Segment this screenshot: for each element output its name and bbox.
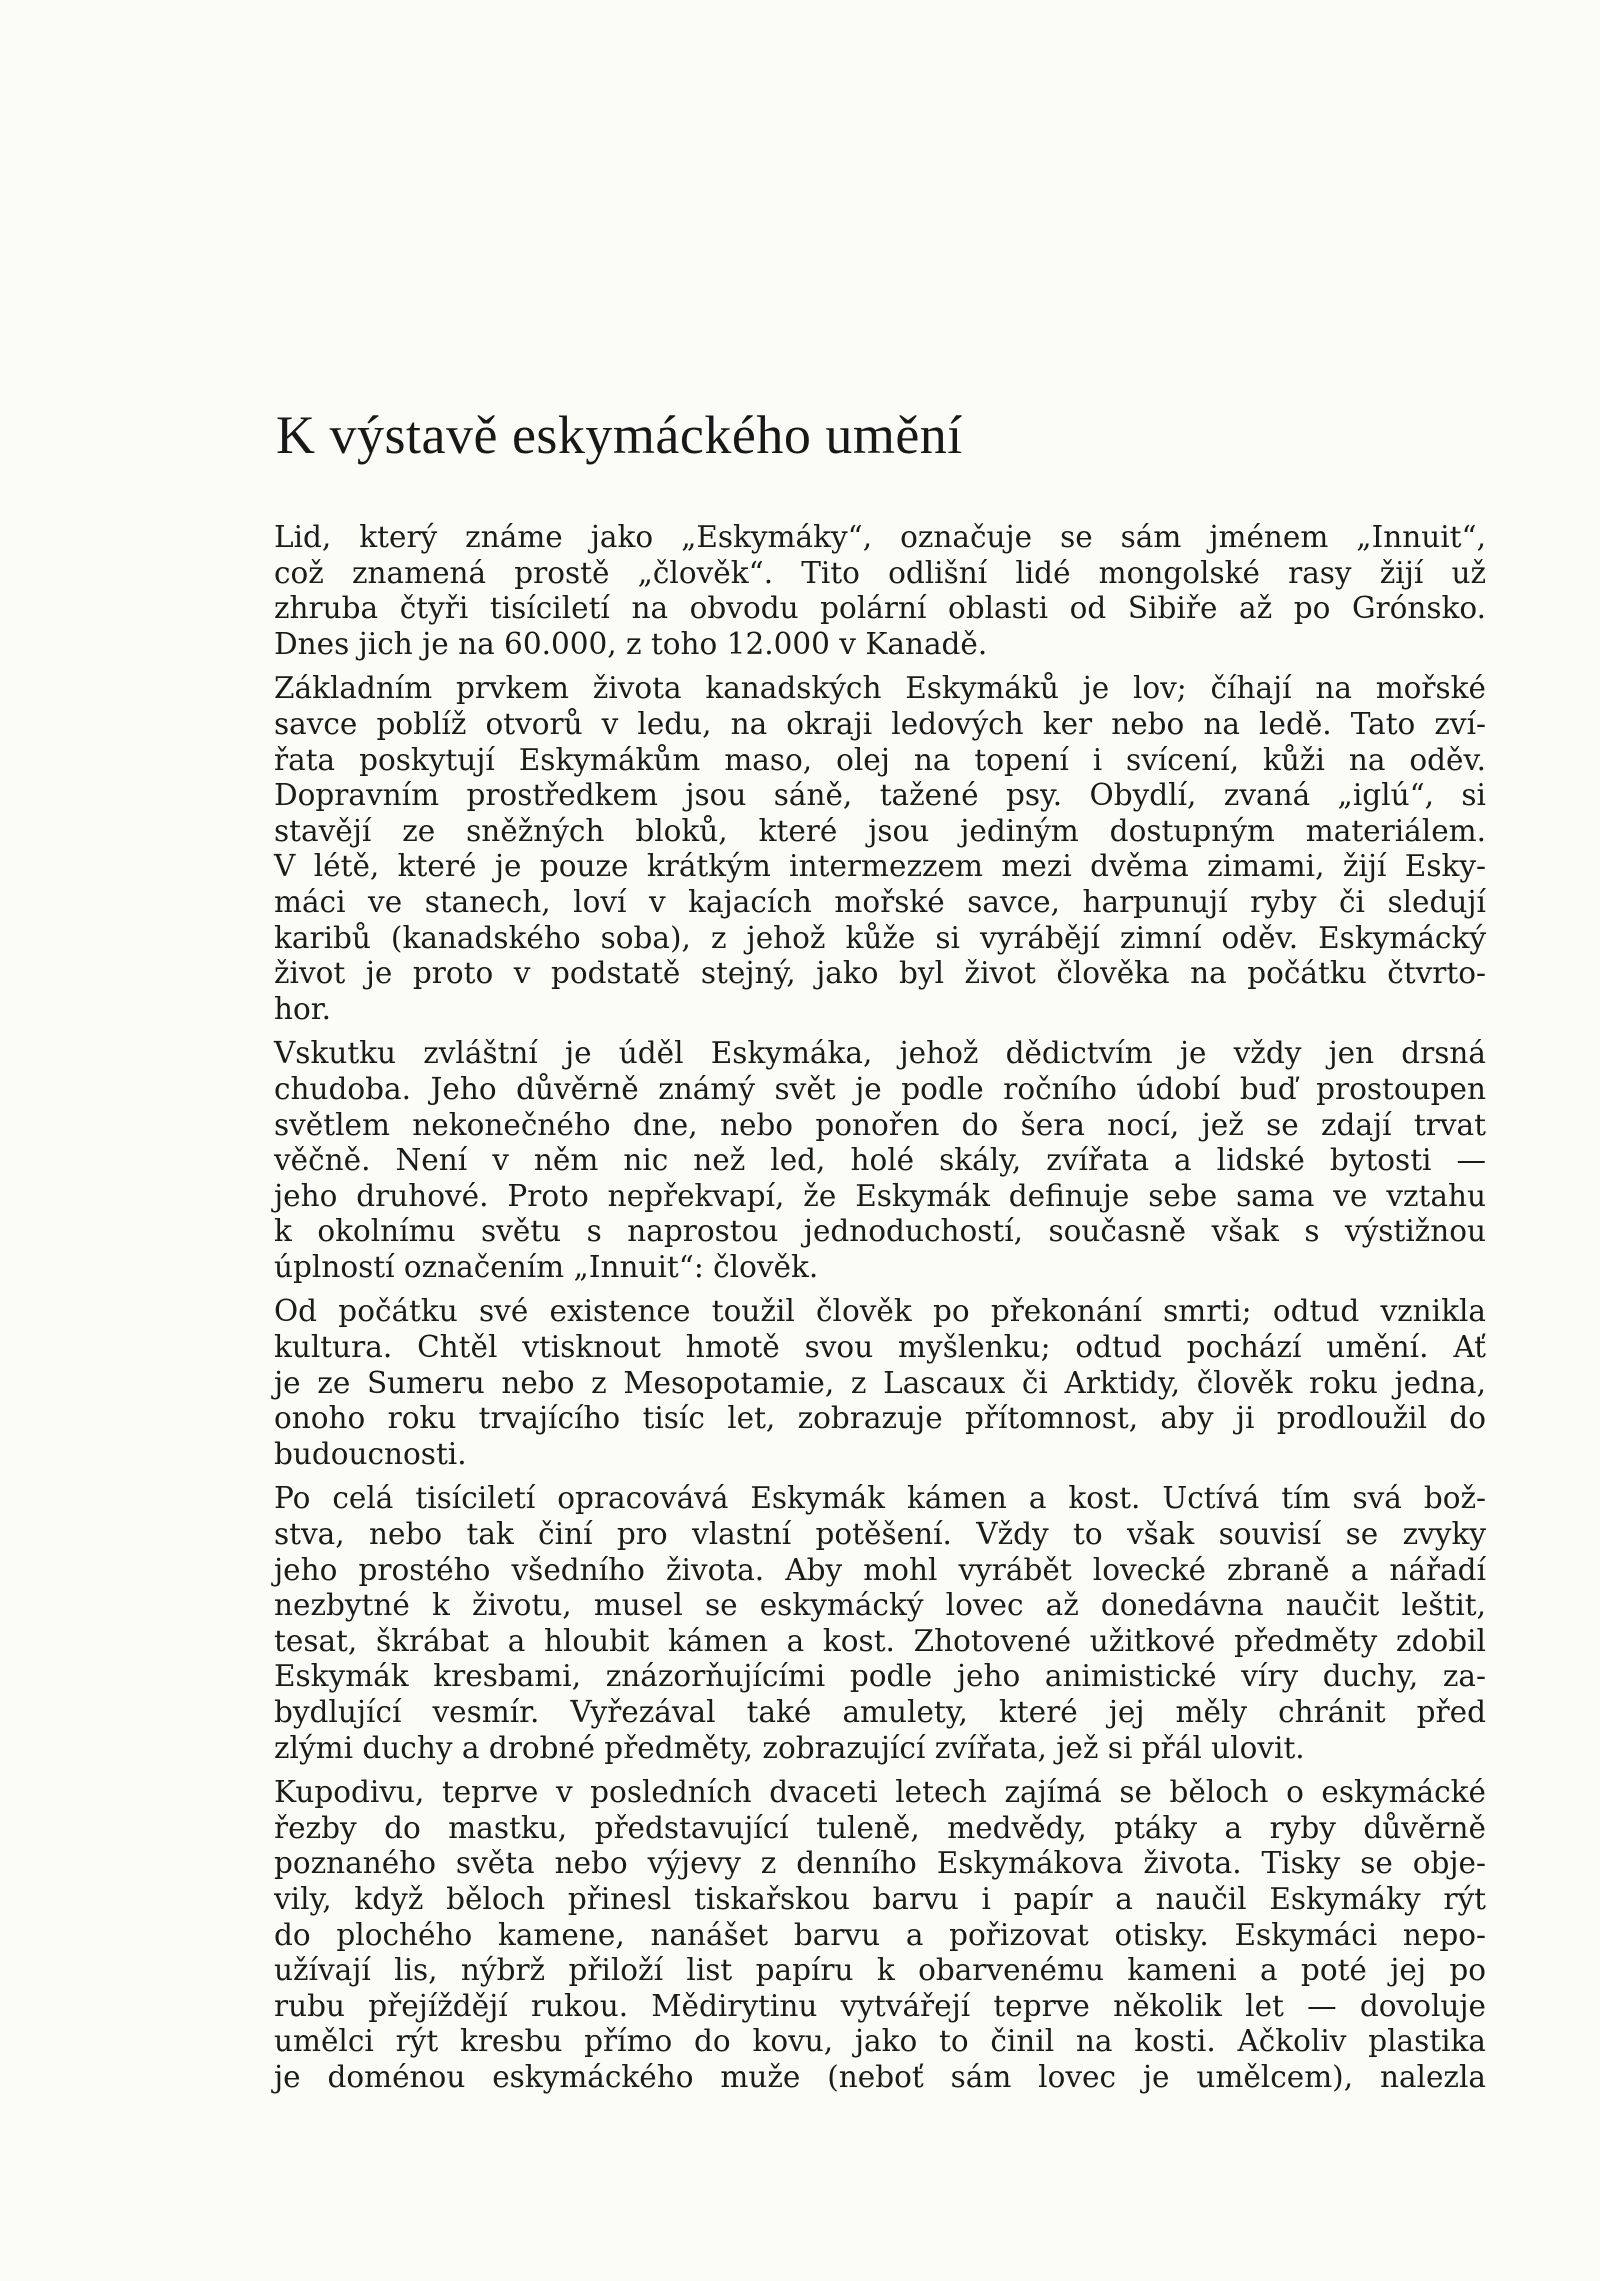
text-line: stva, nebo tak činí pro vlastní potěšení. Vždy to však souvisí se zvyky [274, 1517, 1486, 1552]
text-line: je doménou eskymáckého muže (neboť sám lovec je umělcem), nalezla [274, 2059, 1486, 2094]
text-line: k okolnímu světu s naprostou jednoduchostí, současně však s výstižnou [274, 1214, 1486, 1249]
article-body [274, 520, 1486, 2105]
text-line: nezbytné k životu, musel se eskymácký lovec až donedávna naučit leštit, [274, 1588, 1486, 1623]
text-line: světlem nekonečného dne, nebo ponořen do šera nocí, jež se zdají trvat [274, 1107, 1486, 1142]
text-line: hor. [274, 991, 331, 1026]
text-line: úplností označením „Innuit“: člověk. [274, 1249, 819, 1284]
text-line: karibů (kanadského soba), z jehož kůže si vyrábějí zimní oděv. Eskymácký [274, 920, 1486, 955]
paragraph [274, 1294, 1486, 1472]
text-line: vily, když běloch přinesl tiskařskou barvu i papír a naučil Eskymáky rýt [274, 1881, 1486, 1916]
text-line: je ze Sumeru nebo z Mesopotamie, z Lascaux či Arktidy, člověk roku jedna, [274, 1365, 1486, 1400]
text-line: Eskymák kresbami, znázorňujícími podle jeho animistické víry duchy, za- [274, 1659, 1486, 1694]
text-line: zlými duchy a drobné předměty, zobrazující zvířata, jež si přál ulovit. [274, 1730, 1305, 1765]
text-line: Dopravním prostředkem jsou sáně, tažené psy. Obydlí, zvaná „iglú“, si [274, 778, 1486, 813]
text-line: budoucnosti. [274, 1436, 467, 1471]
page-title: K výstavě eskymáckého umění [276, 405, 963, 465]
text-line: věčně. Není v něm nic než led, holé skály, zvířata a lidské bytosti — [274, 1143, 1486, 1178]
text-line: V létě, které je pouze krátkým intermezzem mezi dvěma zimami, žijí Esky- [274, 849, 1486, 884]
text-line: stavějí ze sněžných bloků, které jsou jediným dostupným materiálem. [274, 813, 1486, 848]
paragraph [274, 1036, 1486, 1285]
text-line: do plochého kamene, nanášet barvu a pořizovat otisky. Eskymáci nepo- [274, 1917, 1486, 1952]
text-line: savce poblíž otvorů v ledu, na okraji ledových ker nebo na ledě. Tato zví- [274, 706, 1486, 741]
text-line: chudoba. Jeho důvěrně známý svět je podle ročního údobí buď prostoupen [274, 1071, 1486, 1106]
text-line: Kupodivu, teprve v posledních dvaceti letech zajímá se běloch o eskymácké [274, 1775, 1486, 1810]
paragraph [274, 520, 1486, 662]
text-line: řezby do mastku, představující tuleně, medvědy, ptáky a ryby důvěrně [274, 1810, 1486, 1845]
paragraph [274, 1481, 1486, 1766]
text-line: život je proto v podstatě stejný, jako byl život člověka na počátku čtvrto- [274, 956, 1486, 991]
text-line: užívají lis, nýbrž přiloží list papíru k obarvenému kameni a poté jej po [274, 1953, 1486, 1988]
text-line: jeho druhové. Proto nepřekvapí, že Eskymák definuje sebe sama ve vztahu [274, 1178, 1486, 1213]
text-line: Od počátku své existence toužil člověk po překonání smrti; odtud vznikla [274, 1294, 1486, 1329]
text-line: jeho prostého všedního života. Aby mohl vyrábět lovecké zbraně a nářadí [274, 1552, 1486, 1587]
text-line: bydlující vesmír. Vyřezával také amulety, které jej měly chránit před [274, 1695, 1486, 1729]
text-line: máci ve stanech, loví v kajacích mořské savce, harpunují ryby či sledují [274, 884, 1486, 919]
text-line: poznaného světa nebo výjevy z denního Eskymákova života. Tisky se obje- [274, 1846, 1486, 1881]
text-line: řata poskytují Eskymákům maso, olej na topení i svícení, kůži na oděv. [274, 742, 1486, 777]
text-line: onoho roku trvajícího tisíc let, zobrazuje přítomnost, aby ji prodloužil do [274, 1401, 1486, 1436]
text-line: Dnes jich je na 60.000, z toho 12.000 v Kanadě. [274, 626, 988, 661]
text-line: Vskutku zvláštní je úděl Eskymáka, jehož dědictvím je vždy jen drsná [274, 1036, 1486, 1071]
paragraph [274, 1775, 1486, 2095]
text-line: tesat, škrábat a hloubit kámen a kost. Zhotovené užitkové předměty zdobil [274, 1623, 1486, 1658]
text-line: Lid, který známe jako „Eskymáky“, označuje se sám jménem „Innuit“, [274, 520, 1486, 554]
text-line: což znamená prostě „člověk“. Tito odlišní lidé mongolské rasy žijí už [274, 555, 1486, 590]
text-line: rubu přejíždějí rukou. Mědirytinu vytvářejí teprve několik let — dovoluje [274, 1988, 1486, 2023]
text-line: umělci rýt kresbu přímo do kovu, jako to činil na kosti. Ačkoliv plastika [274, 2024, 1486, 2059]
text-line: kultura. Chtěl vtisknout hmotě svou myšlenku; odtud pochází umění. Ať [274, 1330, 1486, 1365]
text-line: zhruba čtyři tisíciletí na obvodu polární oblasti od Sibiře až po Grónsko. [274, 591, 1486, 626]
text-line: Základním prvkem života kanadských Eskymáků je lov; číhají na mořské [274, 671, 1486, 706]
paragraph [274, 671, 1486, 1027]
text-line: Po celá tisíciletí opracovává Eskymák kámen a kost. Uctívá tím svá bož- [274, 1481, 1486, 1516]
